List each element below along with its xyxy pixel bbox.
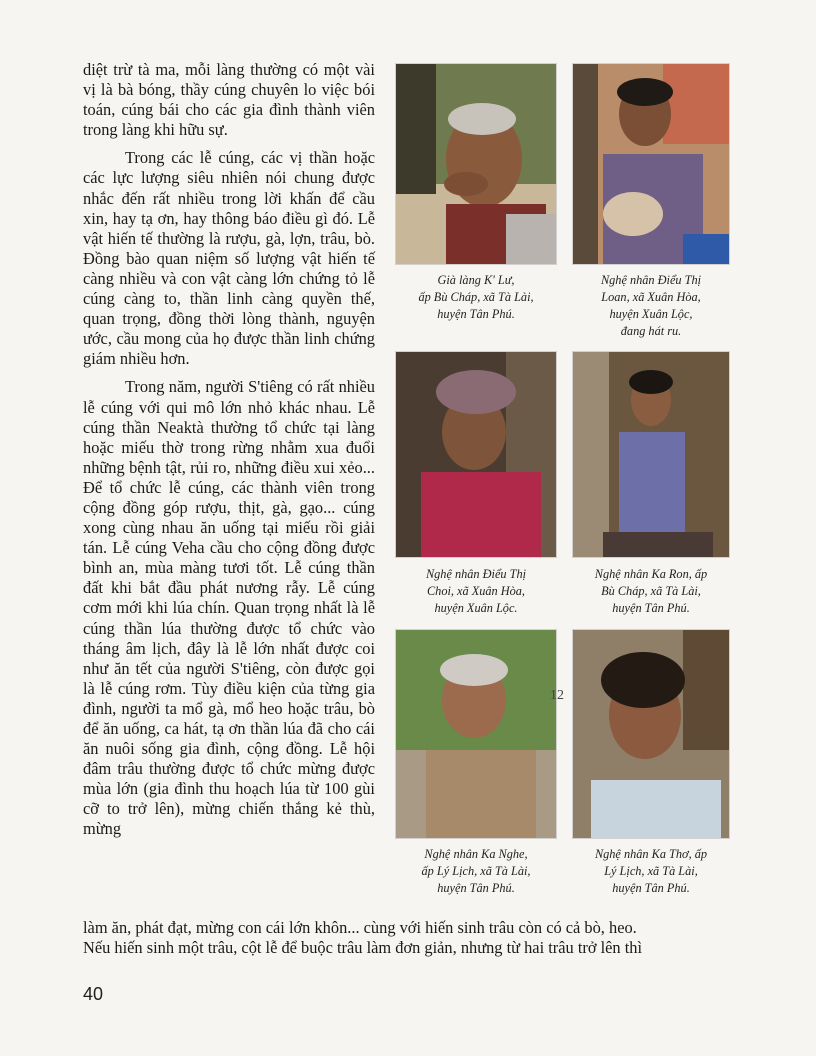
- photo-ka-nghe: [396, 630, 556, 838]
- caption-line: huyện Tân Phú.: [437, 881, 515, 895]
- photo-elder-k-lu: [396, 64, 556, 264]
- full-width-text: [83, 918, 731, 958]
- stray-number: 12: [550, 688, 564, 703]
- full-width-line-1: làm ăn, phát đạt, mừng con cái lớn khôn... cùng với hiến sinh trâu còn có cả bò, heo.: [83, 918, 637, 937]
- photo-ka-tho: [573, 630, 729, 838]
- body-paragraph-1: diệt trừ tà ma, mỗi làng thường có một vài vị là bà bóng, thầy cúng chuyên lo việc bói toán, cúng bái cho các gia đình thành viên trong làng khi hữu sự.: [83, 60, 375, 140]
- caption-line: Bù Cháp, xã Tà Lài,: [601, 584, 701, 598]
- body-paragraph-3: Trong năm, người S'tiêng có rất nhiều lễ cúng với qui mô lớn nhỏ khác nhau. Lễ cúng thần Neaktà thường tổ chức tại làng hoặc miếu thờ trong rừng nhằm xua đuổi những bệnh tật, rủi ro, những điều xui xẻo... Để tổ chức lễ cúng, các thành viên trong cộng đồng góp rượu, thịt, gà, gạo... cúng xong cùng nhau ăn uống tại miếu rồi giải tán. Lễ cúng Veha cầu cho cộng đồng được bình an, mùa màng tươi tốt. Lễ cúng thần đất khi bắt đầu phát nương rẫy. Lễ cúng cơm mới khi lúa chín. Quan trọng nhất là lễ cúng thần lúa thường được tổ chức vào tháng âm lịch, đây là lễ lớn nhất được coi như ăn tết của người S'tiêng, còn được gọi là lễ cúng rơm. Tùy điều kiện của từng gia đình, người ta mổ gà, mổ heo hoặc trâu, bò để ăn uống, ca hát, tạ ơn thần lúa đã cho cái ăn nuôi sống gia đình, cộng đồng. Lễ hội đâm trâu thường được tổ chức mừng được mùa lớn (gia đình thu hoạch lúa từ 100 gùi cỡ to trở lên), mừng chiến thắng kẻ thù, mừng: [83, 377, 375, 839]
- caption-line: Già làng K' Lư,: [437, 273, 515, 287]
- caption-line: Loan, xã Xuân Hòa,: [601, 290, 701, 304]
- caption-ka-nghe: [396, 846, 556, 897]
- caption-line: ấp Bù Cháp, xã Tà Lài,: [418, 290, 534, 304]
- caption-ka-ron: [573, 566, 729, 617]
- caption-line: Nghệ nhân Điểu Thị: [600, 273, 702, 287]
- photo-dieu-thi-loan: [573, 64, 729, 264]
- full-width-line-2: Nếu hiến sinh một trâu, cột lễ để buộc trâu làm đơn giản, nhưng từ hai trâu trở lên thì: [83, 938, 643, 958]
- caption-line: huyện Tân Phú.: [612, 881, 690, 895]
- caption-line: ấp Lý Lịch, xã Tà Lài,: [421, 864, 531, 878]
- caption-line: đang hát ru.: [620, 324, 682, 338]
- photo-dieu-thi-choi: [396, 352, 556, 557]
- body-paragraph-2: Trong các lễ cúng, các vị thần hoặc các lực lượng siêu nhiên nói chung được nhắc đến rất nhiều trong lời khấn để cầu xin, hay tạ ơn, hay thông báo điều gì đó. Lễ vật hiến tế thường là rượu, gà, lợn, trâu, bò. Đồng bào quan niệm số lượng vật hiến tế càng nhiều và con vật càng lớn chứng tỏ lễ cúng càng to, thần linh càng quyền thế, quan trọng, đồng thời lòng thành, nguyện ước, cầu mong của họ được thần linh chứng giám nhiều hơn.: [83, 148, 375, 369]
- caption-line: huyện Tân Phú.: [612, 601, 690, 615]
- caption-line: Nghệ nhân Ka Nghe,: [424, 847, 528, 861]
- caption-dieu-thi-choi: [396, 566, 556, 617]
- caption-line: huyện Tân Phú.: [437, 307, 515, 321]
- caption-line: Lý Lịch, xã Tà Lài,: [604, 864, 698, 878]
- page-number: 40: [83, 984, 104, 1004]
- caption-dieu-thi-loan: [573, 272, 729, 340]
- caption-line: Nghệ nhân Ka Thơ, ấp: [594, 847, 708, 861]
- caption-line: Nghệ nhân Điểu Thị: [425, 567, 527, 581]
- photo-ka-ron: [573, 352, 729, 557]
- body-text-column: [83, 60, 375, 848]
- caption-line: Choi, xã Xuân Hòa,: [426, 584, 526, 598]
- caption-line: huyện Xuân Lộc.: [434, 601, 518, 615]
- caption-elder-k-lu: [396, 272, 556, 323]
- caption-ka-tho: [573, 846, 729, 897]
- caption-line: huyện Xuân Lộc,: [609, 307, 693, 321]
- caption-line: Nghệ nhân Ka Ron, ấp: [594, 567, 708, 581]
